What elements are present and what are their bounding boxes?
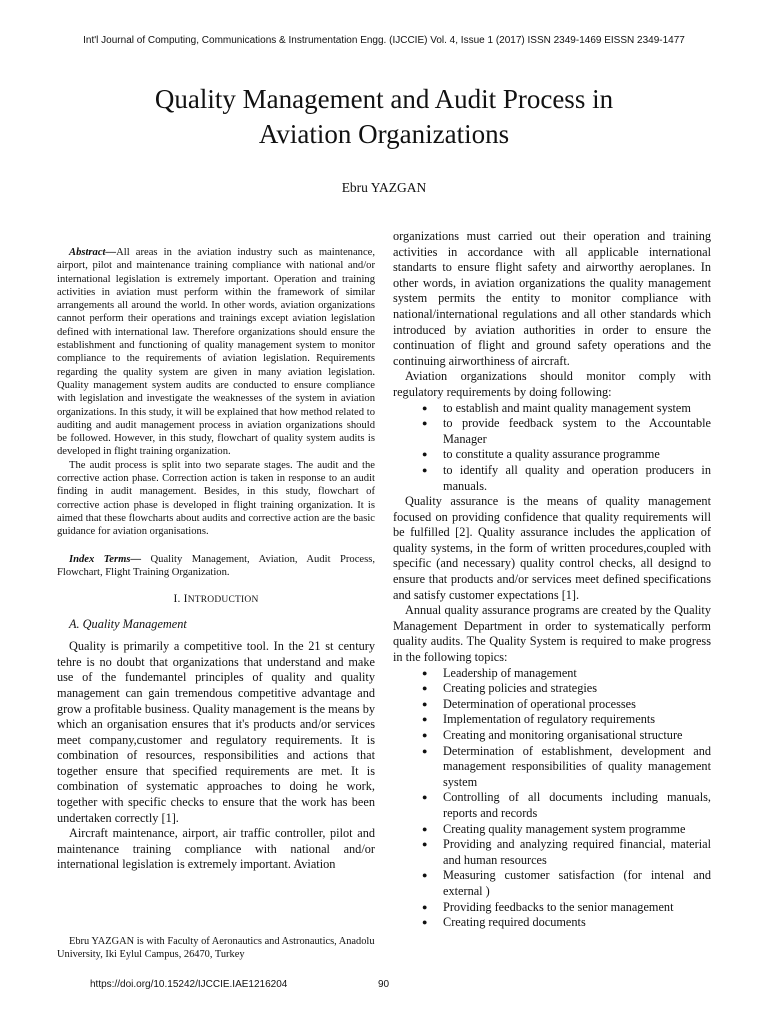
list-item: ● Measuring customer satisfaction (for intenal and external )	[443, 868, 711, 899]
intro-body	[57, 639, 375, 873]
author-name: Ebru YAZGAN	[341, 180, 427, 195]
list-item: ● Creating required documents	[443, 915, 711, 931]
list-item: ● to provide feedback system to the Accountable Manager	[443, 416, 711, 447]
list-item: ● to identify all quality and operation producers in manuals.	[443, 463, 711, 494]
list-item: ● Creating policies and strategies	[443, 681, 711, 697]
abstract-label: Abstract—	[69, 247, 117, 258]
subsection-heading-quality-management: A. Quality Management	[69, 617, 187, 632]
index-terms-label: Index Terms—	[69, 553, 142, 565]
list-item: ● Providing feedbacks to the senior management	[443, 900, 711, 916]
right-paragraph-4: Annual quality assurance programs are created by the Quality Management Department in order to systematically perform quality audits. The Quality System is required to make progress in the following topics:	[393, 603, 711, 665]
section-heading-introduction: I. INTRODUCTION	[173, 593, 259, 606]
right-paragraph-1: organizations must carried out their operation and training activities in accordance with all applicable international standarts to ensure flight safety and airworthy aeroplanes. In other words, in aviation organizations the quality management system permits the entity to monitor compliance with national/international regulations and all other standards which introduced by aviation authorities in order to ensure the continuation of flight and ground safety operations and the continuing airworthiness of aircraft.	[393, 229, 711, 368]
running-head: Int'l Journal of Computing, Communications & Instrumentation Engg. (IJCCIE) Vol. 4, Issue 1 (2017) ISSN 2349-1469 EISSN 2349-1477	[83, 35, 685, 46]
paper-title	[84, 82, 684, 152]
right-paragraph-3: Quality assurance is the means of quality management focused on providing confidence that quality requirements will be fulfilled [2]. Quality assurance includes the application of quality systems, in the form of written procedures,coupled with specific (and necessary) quality control checks, all designd to ensure that products and/or services meet defined specifications and satisfy customer expectations [1].	[393, 494, 711, 602]
intro-paragraph-1: Quality is primarily a competitive tool. In the 21 st century tehre is no doubt that organizations that understand and make use of the fundemantel principles of quality and quality management can gain tremendous competitive advantage and grow a profitable business. Quality management is the means by which an organisation ensures that it's products and/or services meet company,customer and regulatory requirements. It is combination of resources, responsibilities and actions that together ensure that specified requirements are met. It is combination of systematic approaches to doing he work, together with specific checks to ensure that the work has been undertaken correctly [1].	[57, 639, 375, 825]
title-line-2: Aviation Organizations	[258, 119, 510, 149]
list-item: ● Providing and analyzing required financial, material and human resources	[443, 837, 711, 868]
list-item: ● Controlling of all documents including manuals, reports and records	[443, 790, 711, 821]
list-item: ● Creating quality management system programme	[443, 822, 711, 838]
obligations-list	[393, 401, 711, 495]
abstract-paragraph-1	[57, 246, 375, 459]
right-paragraph-2: Aviation organizations should monitor comply with regulatory requirements by doing following:	[393, 369, 711, 399]
doi-link[interactable]: https://doi.org/10.15242/IJCCIE.IAE1216204	[90, 979, 288, 990]
title-line-1: Quality Management and Audit Process in	[154, 84, 614, 114]
abstract-paragraph-2: The audit process is split into two separate stages. The audit and the corrective action phase. Correction action is taken in response to an audit finding in audit management. Besides, in this study, flowchart of corrective action phase is developed in flight training organization. It is aimed that these flowcharts about audits and corrective action are the basic guidance for aviation organisations.	[57, 459, 375, 538]
quality-topics-list	[393, 666, 711, 931]
list-item: ● Determination of establishment, development and management responsibilities of quality management system	[443, 744, 711, 791]
abstract	[57, 246, 375, 539]
list-item: ● Leadership of management	[443, 666, 711, 682]
list-item: ● Creating and monitoring organisational structure	[443, 728, 711, 744]
index-terms	[57, 553, 375, 580]
list-item: ● Determination of operational processes	[443, 697, 711, 713]
intro-paragraph-2: Aircraft maintenance, airport, air traffic controller, pilot and maintenance training compliance with national and/or international legislation is extremely important. Aviation	[57, 826, 375, 872]
author-footnote: Ebru YAZGAN is with Faculty of Aeronautics and Astronautics, Anadolu University, Iki Eylul Campus, 26470, Turkey	[57, 936, 375, 960]
abstract-text-1: All areas in the aviation industry such as maintenance, airport, pilot and maintenance training compliance with national and/or international legislation is extremely important. Operation and training activities in aviation must perform within the framework of similar arrangements all around the world. In other words, aviation organizations cannot perform their operations and trainings except aviation legislation defined with international law. Therefore organizations should ensure the establishment and functioning of quality management system to monitor compliance to the requirements of aviation legislation. Requirements regarding the quality system are given in many aviation legislation. Quality management system audits are conducted to ensure compliance with legislation and investigate the weaknesses of the system in aviation organizations. In this study, it will be explained that how method related to auditing and audit management process in aviation organizations should be followed. However, in this study, flowchart of quality system audits is developed in flight training organization.	[57, 247, 375, 458]
left-column	[57, 246, 375, 873]
index-terms-text: Quality Management, Aviation, Audit Process, Flowchart, Flight Training Organization.	[57, 553, 375, 578]
page-number: 90	[378, 979, 390, 990]
list-item: ● to constitute a quality assurance programme	[443, 447, 711, 463]
list-item: ● to establish and maint quality management system	[443, 401, 711, 417]
right-column	[393, 229, 711, 931]
list-item: ● Implementation of regulatory requirements	[443, 712, 711, 728]
